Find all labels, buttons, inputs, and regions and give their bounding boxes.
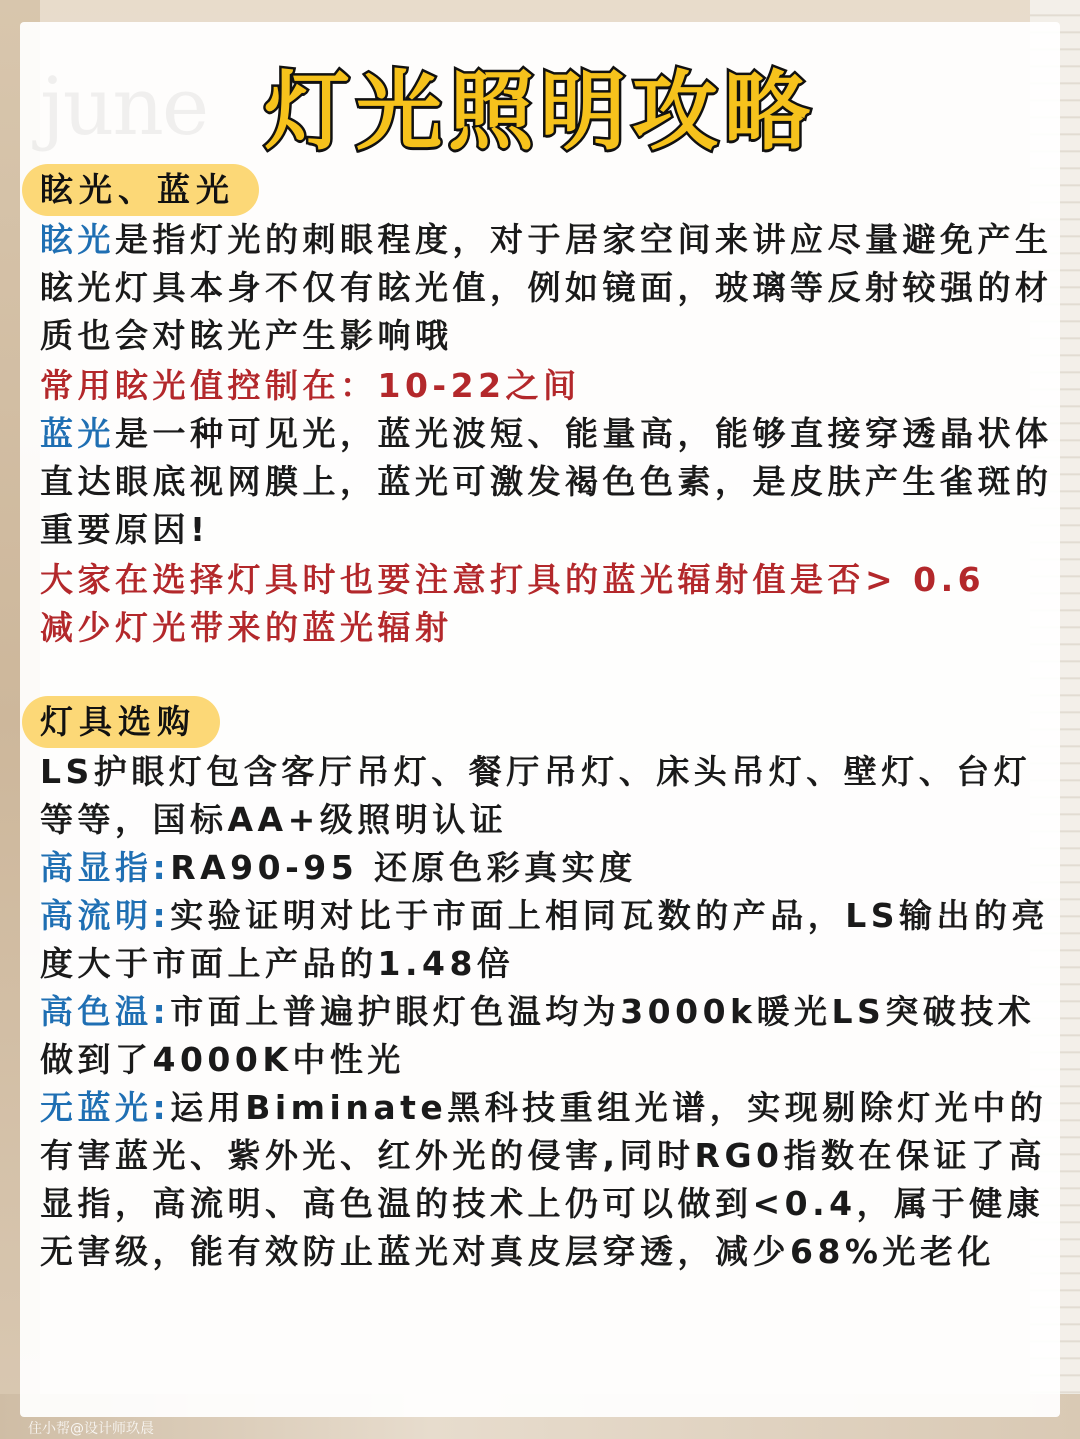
page-title: 灯光照明攻略 (264, 62, 816, 162)
item-no-bluelight (40, 1084, 1060, 1276)
bluelight-term: 蓝光 (40, 414, 115, 453)
item-text: 运用Biminate黑科技重组光谱，实现剔除灯光中的有害蓝光、紫外光、红外光的侵害,同时RG0指数在保证了高显指，高流明、高色温的技术上仍可以做到<0.4，属于健康无害级，能有效防止蓝光对真皮层穿透，减少68%光老化 (40, 1088, 1048, 1271)
item-term: 高色温: (40, 992, 171, 1031)
watermark-june: june (40, 60, 208, 153)
item-text: 市面上普遍护眼灯色温均为3000k暖光LS突破技术做到了4000K中性光 (40, 992, 1036, 1079)
item-text: RA90-95 还原色彩真实度 (170, 848, 637, 887)
lamp-intro: LS护眼灯包含客厅吊灯、餐厅吊灯、床头吊灯、壁灯、台灯等等，国标AA+级照明认证 (40, 752, 1032, 839)
author-credit: 住小帮@设计师玖晨 (28, 1421, 154, 1437)
glare-note: 常用眩光值控制在：10-22之间 (40, 366, 581, 405)
bluelight-text: 是一种可见光，蓝光波短、能量高，能够直接穿透晶状体直达眼底视网膜上，蓝光可激发褐色色素，是皮肤产生雀斑的重要原因! (40, 414, 1053, 549)
item-text: 实验证明对比于市面上相同瓦数的产品，LS输出的亮度大于市面上产品的1.48倍 (40, 896, 1049, 983)
item-color-temp (40, 988, 1060, 1084)
glare-paragraph (40, 216, 1060, 360)
item-term: 高流明: (40, 896, 171, 935)
item-high-lumen (40, 892, 1060, 988)
item-term: 无蓝光: (40, 1088, 171, 1127)
section-tag-lamp-buying: 灯具选购 (22, 696, 220, 748)
section-tag-glare-bluelight: 眩光、蓝光 (22, 164, 259, 216)
bluelight-paragraph (40, 410, 1060, 554)
item-high-cri (40, 844, 1060, 892)
item-term: 高显指: (40, 848, 171, 887)
glare-text: 是指灯光的刺眼程度，对于居家空间来讲应尽量避免产生眩光灯具本身不仅有眩光值，例如镜面，玻璃等反射较强的材质也会对眩光产生影响哦 (40, 220, 1053, 355)
glare-term: 眩光 (40, 220, 115, 259)
bluelight-note: 大家在选择灯具时也要注意打具的蓝光辐射值是否> 0.6减少灯光带来的蓝光辐射 (40, 560, 986, 647)
